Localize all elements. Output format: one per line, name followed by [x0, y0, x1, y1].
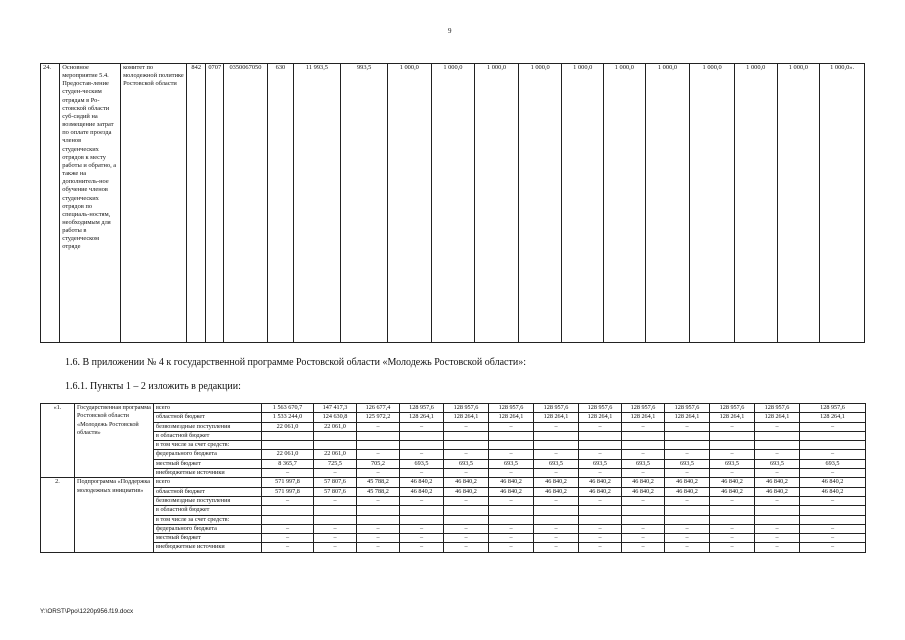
funding-value: –: [489, 524, 534, 533]
funding-value: 128 264,1: [444, 413, 489, 422]
funding-value: –: [314, 524, 357, 533]
funding-value: 693,5: [579, 459, 622, 468]
funding-value: 45 788,2: [357, 487, 400, 496]
funding-value: –: [489, 543, 534, 552]
funding-value: 125 972,2: [357, 413, 400, 422]
year-value: 1 000,0: [777, 64, 820, 343]
funding-value: [579, 515, 622, 524]
funding-source-label: внебюджетные источники: [154, 543, 262, 552]
funding-value: –: [579, 496, 622, 505]
funding-value: –: [534, 524, 579, 533]
activity-table: [40, 63, 865, 343]
funding-value: 46 840,2: [800, 478, 866, 487]
funding-value: –: [665, 422, 710, 431]
csr-code: 0350067050: [223, 64, 268, 343]
funding-value: –: [534, 469, 579, 478]
funding-value: 128 264,1: [622, 413, 665, 422]
funding-value: [710, 506, 755, 515]
funding-value: –: [314, 543, 357, 552]
funding-value: 57 807,6: [314, 487, 357, 496]
funding-value: [400, 515, 444, 524]
funding-value: 128 264,1: [534, 413, 579, 422]
funding-value: –: [800, 534, 866, 543]
table-row: [41, 524, 866, 533]
funding-value: –: [262, 524, 314, 533]
funding-value: –: [710, 543, 755, 552]
funding-source-label: безвозмездные поступления: [154, 422, 262, 431]
funding-value: 128 264,1: [579, 413, 622, 422]
funding-value: 147 417,3: [314, 404, 357, 413]
funding-value: 128 957,6: [755, 404, 800, 413]
funding-value: –: [400, 496, 444, 505]
funding-value: –: [622, 469, 665, 478]
funding-value: 46 840,2: [665, 478, 710, 487]
funding-value: 693,5: [710, 459, 755, 468]
funding-value: 57 807,6: [314, 478, 357, 487]
funding-value: –: [710, 534, 755, 543]
table-row: [41, 478, 866, 487]
funding-value: [262, 441, 314, 450]
funding-value: –: [357, 469, 400, 478]
funding-value: 693,5: [534, 459, 579, 468]
funding-value: [622, 431, 665, 440]
funding-source-label: в том числе за счет средств:: [154, 441, 262, 450]
funding-value: 128 264,1: [710, 413, 755, 422]
funding-value: –: [262, 543, 314, 552]
funding-value: [534, 431, 579, 440]
funding-value: 128 957,6: [400, 404, 444, 413]
funding-value: –: [444, 469, 489, 478]
funding-value: 128 957,6: [444, 404, 489, 413]
funding-source-label: в том числе за счет средств:: [154, 515, 262, 524]
funding-value: 693,5: [400, 459, 444, 468]
funding-value: 128 264,1: [755, 413, 800, 422]
funding-value: [710, 431, 755, 440]
funding-value: –: [800, 422, 866, 431]
grbs-code: 842: [187, 64, 206, 343]
funding-value: 128 957,6: [579, 404, 622, 413]
funding-value: –: [357, 422, 400, 431]
funding-value: [800, 515, 866, 524]
funding-source-label: федерального бюджета: [154, 524, 262, 533]
funding-value: [755, 441, 800, 450]
funding-value: [262, 515, 314, 524]
funding-value: –: [579, 450, 622, 459]
funding-value: 128 957,6: [800, 404, 866, 413]
funding-value: –: [314, 534, 357, 543]
funding-value: 8 365,7: [262, 459, 314, 468]
table-row: [41, 64, 865, 343]
funding-source-label: в областной бюджет: [154, 506, 262, 515]
program-name: Государственная программа Ростовской области «Молодежь Ростовской области»: [75, 404, 154, 478]
funding-value: 128 957,6: [489, 404, 534, 413]
table-row: [41, 487, 866, 496]
funding-value: –: [314, 496, 357, 505]
funding-value: –: [622, 496, 665, 505]
funding-value: –: [262, 496, 314, 505]
funding-source-label: внебюджетные источники: [154, 469, 262, 478]
activity-name: Основное мероприятие 5.4. Предостав-ление студен-ческим отрядам в Ро-стовской области суб-сидий на возмещение затрат по оплате проезда членов студенческих отрядов к месту работы и обратно, а также на дополнитель-ное обучение членов студенческих отрядов по специаль-ностям, необходимым для работы в студенческом отряде: [60, 64, 121, 343]
year-value: 1 000,0: [690, 64, 735, 343]
funding-value: [755, 506, 800, 515]
funding-value: 22 061,0: [262, 450, 314, 459]
executor: комитет по молодежной политике Ростовской области: [121, 64, 187, 343]
vr-code: 630: [268, 64, 293, 343]
funding-value: –: [444, 496, 489, 505]
funding-value: [400, 506, 444, 515]
funding-value: [665, 431, 710, 440]
funding-value: –: [489, 450, 534, 459]
table-row: [41, 459, 866, 468]
funding-value: [579, 506, 622, 515]
funding-value: –: [400, 450, 444, 459]
funding-table: [40, 403, 866, 553]
funding-value: –: [710, 469, 755, 478]
funding-value: 705,2: [357, 459, 400, 468]
funding-value: 128 264,1: [400, 413, 444, 422]
funding-value: 693,5: [800, 459, 866, 468]
funding-value: –: [710, 524, 755, 533]
funding-value: 693,5: [755, 459, 800, 468]
funding-source-label: в областной бюджет: [154, 431, 262, 440]
funding-value: [622, 506, 665, 515]
funding-value: [665, 515, 710, 524]
funding-value: –: [665, 524, 710, 533]
funding-value: 46 840,2: [622, 487, 665, 496]
funding-value: 1 563 670,7: [262, 404, 314, 413]
funding-value: –: [800, 469, 866, 478]
funding-source-label: федерального бюджета: [154, 450, 262, 459]
funding-value: [357, 515, 400, 524]
funding-value: [710, 441, 755, 450]
funding-value: 46 840,2: [400, 487, 444, 496]
year-value: 1 000,0: [562, 64, 604, 343]
funding-value: 46 840,2: [579, 478, 622, 487]
table-row: [41, 534, 866, 543]
funding-value: –: [665, 469, 710, 478]
funding-value: 46 840,2: [489, 478, 534, 487]
funding-value: [800, 441, 866, 450]
funding-value: [314, 441, 357, 450]
funding-value: –: [357, 450, 400, 459]
funding-value: [314, 515, 357, 524]
funding-value: [622, 441, 665, 450]
funding-value: [444, 431, 489, 440]
funding-value: –: [710, 450, 755, 459]
funding-value: 46 840,2: [710, 487, 755, 496]
funding-value: [489, 506, 534, 515]
funding-value: [489, 441, 534, 450]
funding-value: –: [622, 524, 665, 533]
funding-value: –: [357, 496, 400, 505]
year-value: 1 000,0: [387, 64, 431, 343]
table-row: [41, 422, 866, 431]
funding-value: 46 840,2: [489, 487, 534, 496]
funding-value: [357, 506, 400, 515]
funding-value: 128 957,6: [622, 404, 665, 413]
funding-value: –: [710, 496, 755, 505]
funding-value: [400, 441, 444, 450]
funding-value: –: [755, 496, 800, 505]
funding-source-label: безвозмездные поступления: [154, 496, 262, 505]
year-value: 993,5: [341, 64, 388, 343]
funding-value: [489, 431, 534, 440]
funding-value: 46 840,2: [579, 487, 622, 496]
funding-value: –: [622, 543, 665, 552]
funding-value: –: [579, 422, 622, 431]
funding-value: –: [534, 422, 579, 431]
funding-value: –: [665, 543, 710, 552]
funding-value: –: [665, 450, 710, 459]
funding-value: 46 840,2: [444, 487, 489, 496]
funding-value: –: [489, 496, 534, 505]
table-row: [41, 404, 866, 413]
funding-source-label: областной бюджет: [154, 487, 262, 496]
funding-value: [665, 441, 710, 450]
funding-value: –: [622, 534, 665, 543]
funding-value: [444, 441, 489, 450]
funding-value: –: [400, 524, 444, 533]
funding-value: –: [579, 469, 622, 478]
year-value: 1 000,0: [604, 64, 646, 343]
funding-value: 693,5: [489, 459, 534, 468]
paragraph-1-6-1: 1.6.1. Пункты 1 – 2 изложить в редакции:: [65, 381, 241, 392]
table-row: [41, 441, 866, 450]
funding-value: 725,5: [314, 459, 357, 468]
funding-value: 128 957,6: [534, 404, 579, 413]
funding-value: –: [800, 496, 866, 505]
funding-value: 1 533 244,0: [262, 413, 314, 422]
funding-value: –: [262, 469, 314, 478]
funding-value: –: [579, 543, 622, 552]
funding-value: 128 264,1: [800, 413, 866, 422]
year-value: 1 000,0: [431, 64, 475, 343]
funding-value: 46 840,2: [444, 478, 489, 487]
funding-value: 124 630,8: [314, 413, 357, 422]
item-number: «1.: [41, 404, 75, 478]
funding-value: [534, 506, 579, 515]
funding-value: 46 840,2: [665, 487, 710, 496]
funding-value: –: [579, 534, 622, 543]
funding-value: –: [800, 524, 866, 533]
funding-value: 46 840,2: [755, 478, 800, 487]
funding-value: [444, 515, 489, 524]
funding-value: [534, 441, 579, 450]
funding-value: –: [357, 524, 400, 533]
table-row: [41, 450, 866, 459]
program-name: Подпрограмма «Поддержка молодежных инициатив»: [75, 478, 154, 552]
funding-value: –: [314, 469, 357, 478]
funding-value: 46 840,2: [534, 487, 579, 496]
funding-value: [534, 515, 579, 524]
funding-value: –: [579, 524, 622, 533]
paragraph-1-6: 1.6. В приложении № 4 к государственной программе Ростовской области «Молодежь Ростовской области»:: [65, 357, 526, 368]
funding-value: –: [755, 422, 800, 431]
funding-value: 22 061,0: [314, 450, 357, 459]
funding-value: 22 061,0: [314, 422, 357, 431]
funding-value: 45 788,2: [357, 478, 400, 487]
funding-value: [710, 515, 755, 524]
funding-value: –: [489, 469, 534, 478]
funding-value: [262, 431, 314, 440]
item-number: 2.: [41, 478, 75, 552]
row-number: 24.: [41, 64, 60, 343]
funding-value: 693,5: [444, 459, 489, 468]
year-value: 1 000,0: [518, 64, 562, 343]
funding-value: [357, 441, 400, 450]
funding-value: [755, 431, 800, 440]
funding-value: –: [444, 422, 489, 431]
funding-value: –: [665, 534, 710, 543]
funding-value: –: [489, 422, 534, 431]
funding-value: 571 997,8: [262, 487, 314, 496]
funding-value: 46 840,2: [800, 487, 866, 496]
funding-value: –: [534, 534, 579, 543]
funding-source-label: местный бюджет: [154, 459, 262, 468]
funding-value: –: [622, 450, 665, 459]
table-row: [41, 515, 866, 524]
year-value: 1 000,0: [475, 64, 519, 343]
funding-value: 128 264,1: [489, 413, 534, 422]
funding-value: –: [534, 543, 579, 552]
year-value: 1 000,0: [734, 64, 777, 343]
funding-value: 693,5: [622, 459, 665, 468]
funding-value: –: [665, 496, 710, 505]
funding-value: –: [262, 534, 314, 543]
rzpr-code: 0707: [206, 64, 223, 343]
funding-value: 128 264,1: [665, 413, 710, 422]
funding-value: [400, 431, 444, 440]
table-row: [41, 496, 866, 505]
table-row: [41, 431, 866, 440]
table-row: [41, 506, 866, 515]
funding-value: –: [400, 469, 444, 478]
funding-value: 46 840,2: [400, 478, 444, 487]
file-path-footer: Y:\ORST\Ppo\1220p956.f19.docx: [40, 608, 134, 615]
year-value: 1 000,0».: [820, 64, 865, 343]
funding-value: –: [357, 543, 400, 552]
funding-value: 571 997,8: [262, 478, 314, 487]
funding-value: –: [444, 450, 489, 459]
funding-value: –: [444, 534, 489, 543]
funding-value: –: [710, 422, 755, 431]
funding-value: 126 677,4: [357, 404, 400, 413]
funding-value: 693,5: [665, 459, 710, 468]
funding-value: 22 061,0: [262, 422, 314, 431]
funding-value: [262, 506, 314, 515]
funding-value: [357, 431, 400, 440]
funding-value: –: [755, 524, 800, 533]
funding-value: –: [534, 450, 579, 459]
funding-value: [755, 515, 800, 524]
funding-value: –: [444, 543, 489, 552]
funding-value: 128 957,6: [710, 404, 755, 413]
funding-value: [800, 431, 866, 440]
funding-value: –: [444, 524, 489, 533]
funding-value: –: [534, 496, 579, 505]
year-value: 1 000,0: [645, 64, 690, 343]
funding-value: [800, 506, 866, 515]
funding-value: –: [755, 450, 800, 459]
funding-value: –: [357, 534, 400, 543]
table-row: [41, 413, 866, 422]
funding-value: [622, 515, 665, 524]
funding-value: –: [400, 543, 444, 552]
funding-value: 46 840,2: [710, 478, 755, 487]
funding-value: –: [755, 543, 800, 552]
funding-value: [665, 506, 710, 515]
funding-value: –: [800, 543, 866, 552]
funding-value: 128 957,6: [665, 404, 710, 413]
funding-value: [579, 431, 622, 440]
funding-source-label: всего: [154, 404, 262, 413]
funding-value: 46 840,2: [622, 478, 665, 487]
funding-value: –: [800, 450, 866, 459]
total-value: 11 993,5: [293, 64, 341, 343]
table-row: [41, 543, 866, 552]
funding-value: [444, 506, 489, 515]
funding-value: –: [755, 469, 800, 478]
funding-value: –: [489, 534, 534, 543]
funding-source-label: местный бюджет: [154, 534, 262, 543]
funding-value: 46 840,2: [534, 478, 579, 487]
funding-value: –: [622, 422, 665, 431]
funding-value: [314, 506, 357, 515]
funding-value: –: [400, 534, 444, 543]
funding-value: [489, 515, 534, 524]
funding-value: [314, 431, 357, 440]
funding-value: –: [400, 422, 444, 431]
funding-value: [579, 441, 622, 450]
funding-value: 46 840,2: [755, 487, 800, 496]
page-number: 9: [448, 27, 452, 35]
funding-source-label: областной бюджет: [154, 413, 262, 422]
table-row: [41, 469, 866, 478]
funding-source-label: всего: [154, 478, 262, 487]
funding-value: –: [755, 534, 800, 543]
